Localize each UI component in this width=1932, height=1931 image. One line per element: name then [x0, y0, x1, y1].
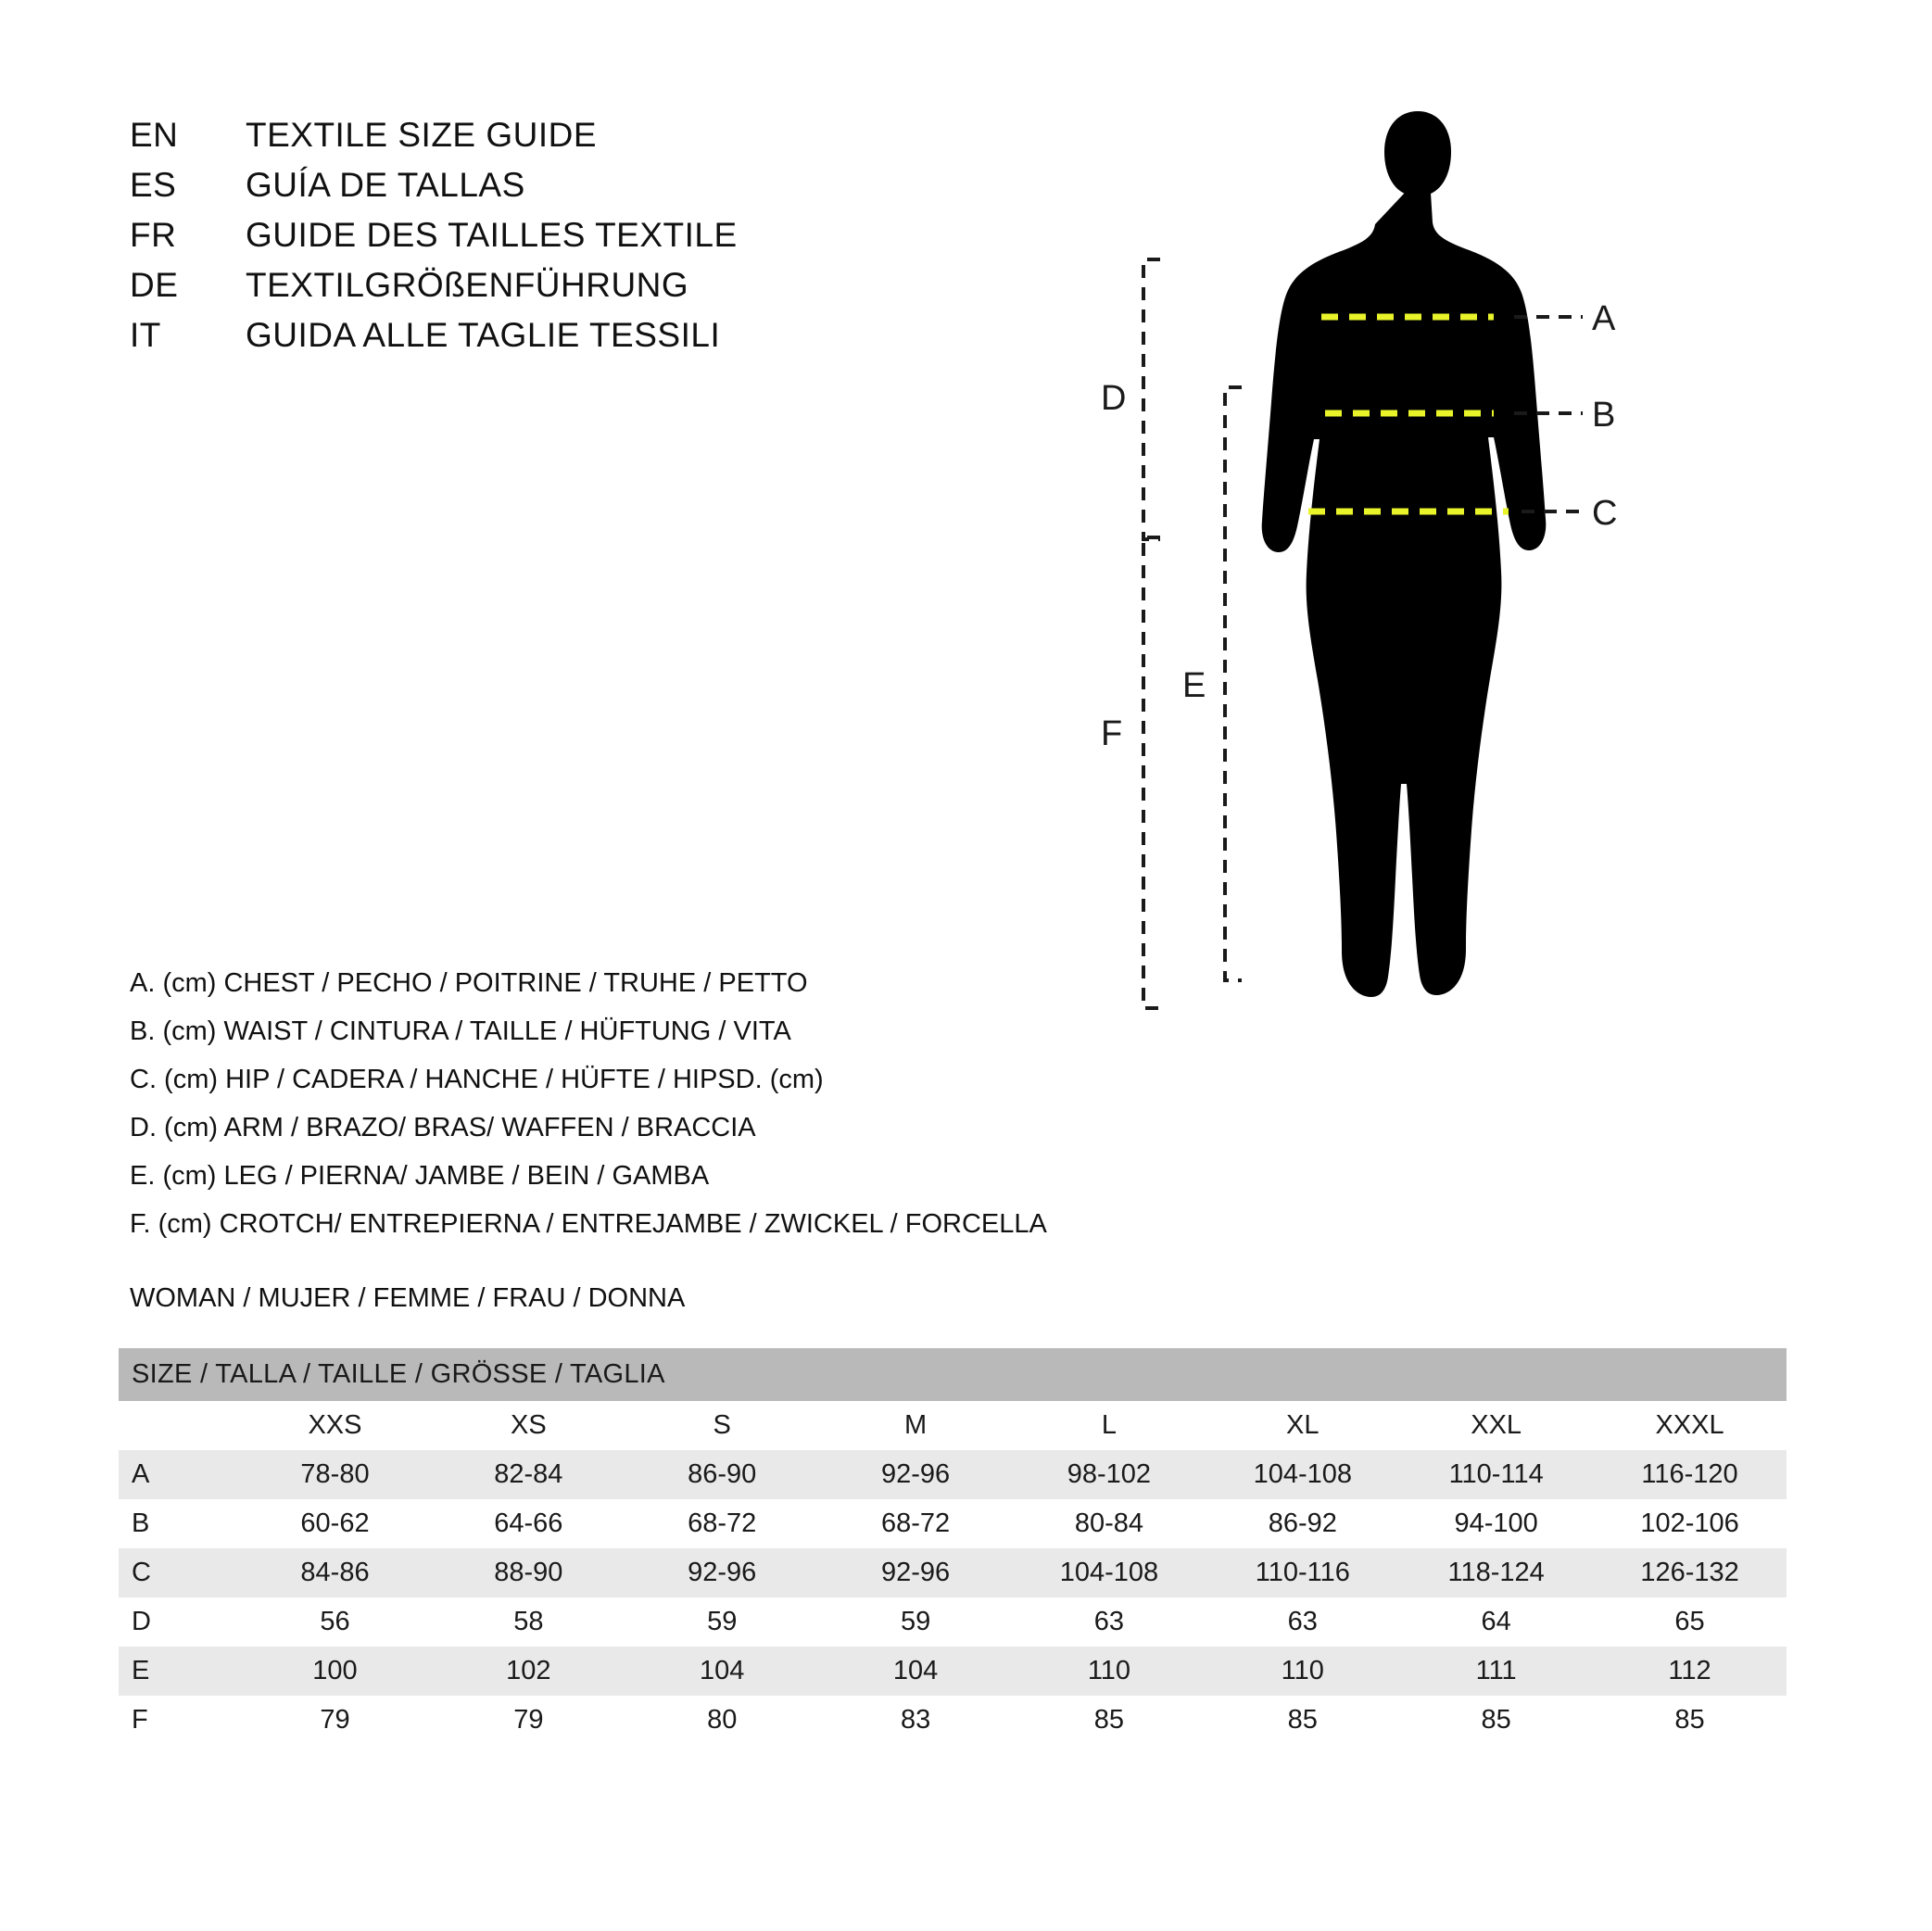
- legend-item-e: E. (cm) LEG / PIERNA/ JAMBE / BEIN / GAMBA: [130, 1161, 710, 1191]
- table-cell: 65: [1674, 1607, 1705, 1636]
- bracket-label-f: F: [1101, 714, 1123, 753]
- table-cell: 68-72: [688, 1508, 757, 1538]
- title-language-code: DE: [130, 266, 179, 304]
- marker-label-a: A: [1592, 299, 1616, 338]
- title-language-code: FR: [130, 216, 177, 254]
- table-cell: 79: [513, 1705, 544, 1735]
- column-header-xxl: XXL: [1471, 1410, 1522, 1440]
- title-language-code: IT: [130, 316, 161, 354]
- table-cell: 110-116: [1255, 1558, 1350, 1587]
- bracket-d: [1143, 259, 1160, 539]
- row-label-d: D: [132, 1607, 151, 1636]
- row-label-c: C: [132, 1558, 151, 1587]
- bracket-e: [1225, 387, 1242, 980]
- table-cell: 80-84: [1074, 1508, 1144, 1538]
- table-cell: 94-100: [1454, 1508, 1538, 1538]
- table-cell: 102: [506, 1656, 551, 1685]
- table-corner-cell: [119, 1401, 238, 1450]
- table-cell: 59: [707, 1607, 738, 1636]
- table-cell: 92-96: [880, 1558, 951, 1587]
- size-table-caption: SIZE / TALLA / TAILLE / GRÖSSE / TAGLIA: [119, 1348, 1787, 1401]
- table-cell: 63: [1287, 1607, 1318, 1636]
- marker-label-c: C: [1592, 494, 1618, 533]
- table-cell: 118-124: [1447, 1558, 1545, 1587]
- table-row: [119, 1499, 1787, 1548]
- table-cell: 82-84: [494, 1459, 563, 1489]
- table-cell: 92-96: [688, 1558, 757, 1587]
- bracket-label-e: E: [1182, 666, 1206, 705]
- column-header-xl: XL: [1286, 1410, 1320, 1440]
- size-group-label: WOMAN / MUJER / FEMME / FRAU / DONNA: [130, 1283, 686, 1313]
- table-cell: 79: [320, 1705, 350, 1735]
- table-cell: 102-106: [1640, 1508, 1739, 1538]
- legend-item-b: B. (cm) WAIST / CINTURA / TAILLE / HÜFTUNG / VITA: [130, 1016, 791, 1046]
- table-cell: 85: [1674, 1705, 1705, 1735]
- title-row: [130, 116, 852, 166]
- title-row: [130, 266, 852, 316]
- table-cell: 60-62: [300, 1508, 370, 1538]
- size-table-wrapper: [119, 1348, 1787, 1745]
- title-text: GUÍA DE TALLAS: [246, 166, 525, 204]
- title-row: [130, 216, 852, 266]
- table-row: [119, 1647, 1787, 1696]
- table-cell: 58: [513, 1607, 544, 1636]
- table-cell: 98-102: [1067, 1459, 1152, 1489]
- bracket-f: [1143, 537, 1160, 1008]
- table-cell: 111: [1475, 1656, 1517, 1685]
- column-header-m: M: [903, 1410, 928, 1440]
- table-cell: 68-72: [880, 1508, 951, 1538]
- body-measurement-diagram: [1101, 74, 1825, 1223]
- table-cell: 110: [1281, 1656, 1324, 1685]
- table-cell: 80: [707, 1705, 738, 1735]
- table-cell: 110-114: [1448, 1459, 1544, 1489]
- title-language-code: EN: [130, 116, 179, 154]
- column-header-l: L: [1101, 1410, 1117, 1440]
- column-header-xs: XS: [511, 1410, 547, 1440]
- language-title-block: [130, 116, 852, 366]
- column-header-xxs: XXS: [308, 1410, 362, 1440]
- row-label-f: F: [132, 1705, 148, 1735]
- table-cell: 85: [1287, 1705, 1318, 1735]
- table-cell: 104-108: [1253, 1459, 1352, 1489]
- row-label-e: E: [132, 1656, 150, 1685]
- row-label-a: A: [132, 1459, 150, 1489]
- table-cell: 64: [1481, 1607, 1511, 1636]
- measurement-legend: [130, 959, 1242, 1248]
- table-cell: 85: [1481, 1705, 1511, 1735]
- table-cell: 92-96: [880, 1459, 951, 1489]
- table-cell: 100: [312, 1656, 358, 1685]
- bracket-label-d: D: [1101, 379, 1127, 418]
- legend-item-d: D. (cm) ARM / BRAZO/ BRAS/ WAFFEN / BRACCIA: [130, 1113, 756, 1142]
- table-cell: 112: [1668, 1656, 1711, 1685]
- table-cell: 126-132: [1640, 1558, 1739, 1587]
- title-text: GUIDE DES TAILLES TEXTILE: [246, 216, 738, 254]
- title-row: [130, 166, 852, 216]
- table-cell: 56: [320, 1607, 350, 1636]
- title-text: TEXTILGRÖßENFÜHRUNG: [246, 266, 689, 304]
- table-cell: 116-120: [1641, 1459, 1738, 1489]
- title-row: [130, 316, 852, 366]
- table-cell: 64-66: [494, 1508, 563, 1538]
- table-row: [119, 1696, 1787, 1745]
- table-row: [119, 1548, 1787, 1597]
- table-cell: 88-90: [494, 1558, 563, 1587]
- table-cell: 104: [892, 1656, 939, 1685]
- table-cell: 78-80: [300, 1459, 370, 1489]
- table-cell: 110: [1087, 1656, 1131, 1685]
- table-cell: 59: [900, 1607, 931, 1636]
- table-row: [119, 1597, 1787, 1647]
- table-cell: 85: [1093, 1705, 1125, 1735]
- table-cell: 104: [700, 1656, 745, 1685]
- title-text: GUIDA ALLE TAGLIE TESSILI: [246, 316, 721, 354]
- legend-item-c: C. (cm) HIP / CADERA / HANCHE / HÜFTE / HIPSD. (cm): [130, 1065, 824, 1094]
- table-cell: 86-90: [688, 1459, 757, 1489]
- table-cell: 83: [900, 1705, 931, 1735]
- marker-label-b: B: [1592, 396, 1616, 435]
- table-row: [119, 1450, 1787, 1499]
- table-cell: 63: [1093, 1607, 1125, 1636]
- column-header-xxxl: XXXL: [1655, 1410, 1724, 1440]
- size-table: [119, 1348, 1787, 1745]
- table-cell: 84-86: [300, 1558, 370, 1587]
- table-cell: 104-108: [1059, 1558, 1159, 1587]
- title-language-code: ES: [130, 166, 177, 204]
- column-header-s: S: [713, 1410, 731, 1440]
- table-header-row: [119, 1401, 1787, 1450]
- female-silhouette-icon: [1262, 111, 1547, 997]
- legend-item-a: A. (cm) CHEST / PECHO / POITRINE / TRUHE / PETTO: [130, 968, 808, 998]
- legend-item-f: F. (cm) CROTCH/ ENTREPIERNA / ENTREJAMBE / ZWICKEL / FORCELLA: [130, 1209, 1047, 1239]
- title-text: TEXTILE SIZE GUIDE: [246, 116, 598, 154]
- row-label-b: B: [132, 1508, 150, 1538]
- table-cell: 86-92: [1268, 1508, 1337, 1538]
